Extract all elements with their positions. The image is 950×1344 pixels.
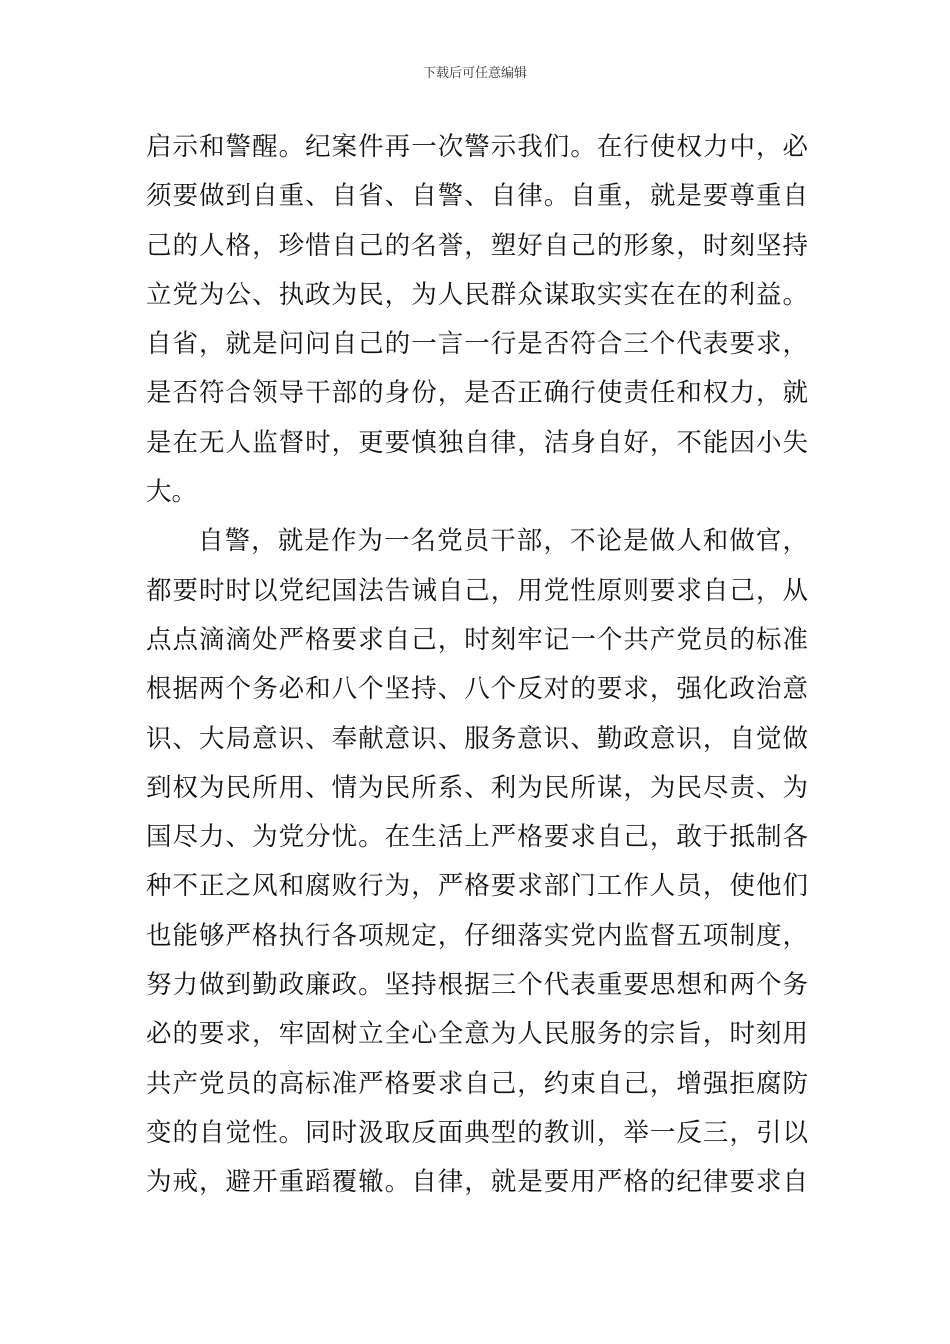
text-line: 自省，就是问问自己的一言一行是否符合三个代表要求， — [146, 329, 808, 360]
text-line: 自警，就是作为一名党员干部，不论是做人和做官， — [198, 526, 808, 557]
text-line: 种不正之风和腐败行为，严格要求部门工作人员，使他们 — [146, 871, 808, 902]
text-line: 也能够严格执行各项规定，仔细落实党内监督五项制度， — [146, 920, 808, 951]
text-line: 共产党员的高标准严格要求自己，约束自己，增强拒腐防 — [146, 1068, 808, 1099]
text-line: 是否符合领导干部的身份，是否正确行使责任和权力，就 — [146, 378, 808, 409]
text-line: 启示和警醒。纪案件再一次警示我们。在行使权力中，必 — [146, 132, 808, 162]
text-line: 都要时时以党纪国法告诫自己，用党性原则要求自己，从 — [146, 575, 808, 606]
text-line: 根据两个务必和八个坚持、八个反对的要求，强化政治意 — [146, 674, 808, 705]
text-line: 识、大局意识、奉献意识、服务意识、勤政意识，自觉做 — [146, 723, 808, 754]
text-line: 努力做到勤政廉政。坚持根据三个代表重要思想和两个务 — [146, 970, 808, 1001]
text-line: 国尽力、为党分忧。在生活上严格要求自己，敢于抵制各 — [146, 822, 808, 853]
text-line: 为戒，避开重蹈覆辙。自律，就是要用严格的纪律要求自 — [146, 1167, 808, 1198]
text-line: 必的要求，牢固树立全心全意为人民服务的宗旨，时刻用 — [146, 1019, 808, 1050]
text-line: 立党为公、执政为民，为人民群众谋取实实在在的利益。 — [146, 279, 808, 310]
text-line: 是在无人监督时，更要慎独自律，洁身自好，不能因小失 — [146, 427, 808, 458]
text-line: 点点滴滴处严格要求自己，时刻牢记一个共产党员的标准 — [146, 624, 808, 655]
text-line: 己的人格，珍惜自己的名誉，塑好自己的形象，时刻坚持 — [146, 230, 808, 261]
text-line: 须要做到自重、自省、自警、自律。自重，就是要尊重自 — [146, 181, 808, 212]
text-line: 大。 — [146, 477, 198, 508]
body-text — [146, 123, 808, 1208]
text-line: 到权为民所用、情为民所系、利为民所谋，为民尽责、为 — [146, 772, 808, 803]
text-line: 变的自觉性。同时汲取反面典型的教训，举一反三，引以 — [146, 1117, 808, 1148]
page-header: 下载后可任意编辑 — [422, 66, 527, 81]
